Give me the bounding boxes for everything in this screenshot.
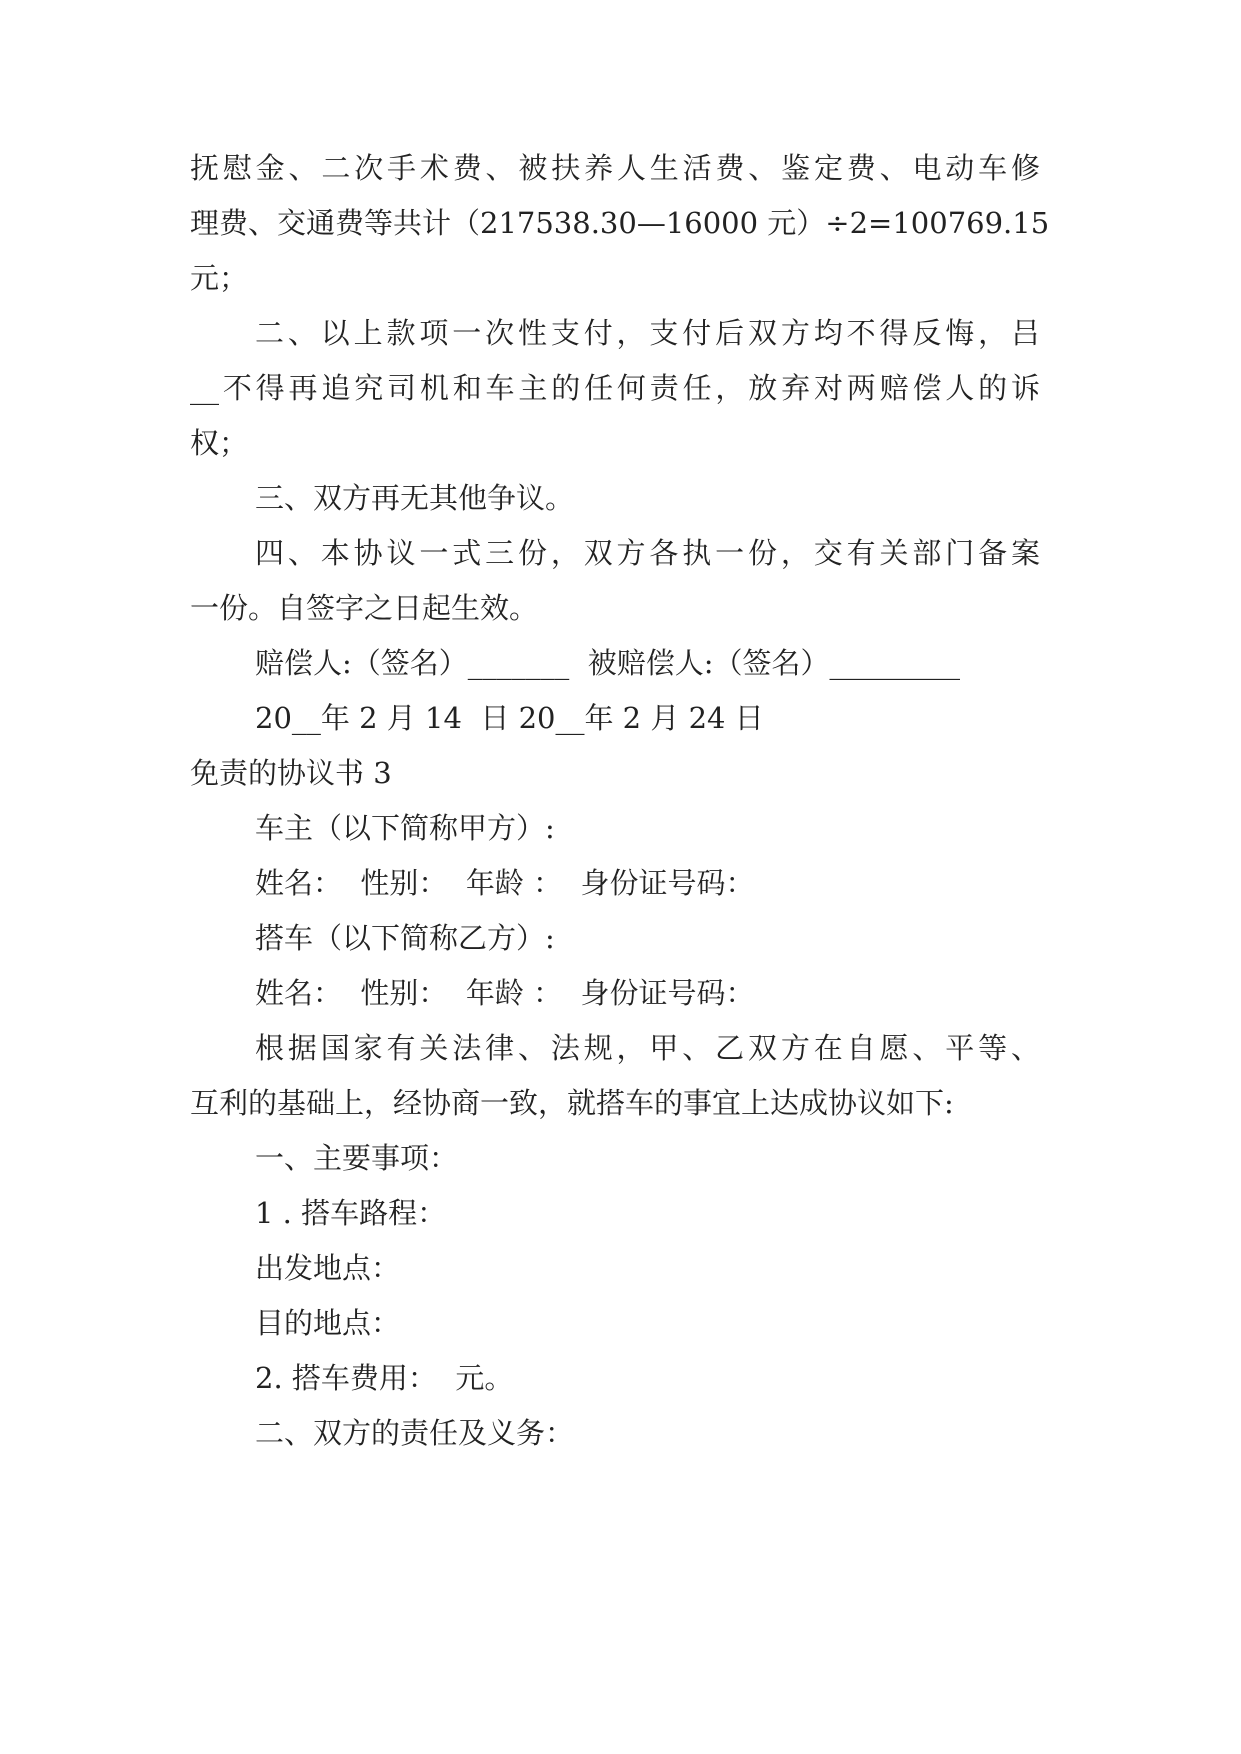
text-line: 出发地点： (255, 1251, 401, 1285)
text-line: 互利的基础上，经协商一致，就搭车的事宜上达成协议如下: (190, 1086, 954, 1120)
text-line: 权； (190, 426, 249, 460)
text-line: 目的地点： (255, 1306, 401, 1340)
text-line: 搭车（以下简称乙方）: (255, 921, 555, 955)
section-title: 免责的协议书 3 (190, 756, 392, 790)
text-line: 一、主要事项： (255, 1141, 459, 1175)
text-line: 元； (190, 261, 249, 295)
text-line: 二、双方的责任及义务： (255, 1416, 575, 1450)
text-line: 一份。自签字之日起生效。 (190, 591, 539, 625)
text-line: 1 . 搭车路程： (255, 1196, 447, 1230)
text-line: 二、以上款项一次性支付，支付后双方均不得反悔，吕 (255, 316, 1040, 350)
text-line: 根据国家有关法律、法规，甲、乙双方在自愿、平等、 (255, 1031, 1040, 1065)
text-line: 抚慰金、二次手术费、被扶养人生活费、鉴定费、电动车修 (190, 151, 1040, 185)
text-line: 理费、交通费等共计（217538.30—16000 元）÷2=100769.15 (190, 206, 1050, 240)
text-line: 姓名： 性别： 年龄 ： 身份证号码： (255, 866, 755, 900)
text-line: 2. 搭车费用： 元。 (255, 1361, 514, 1395)
text-line: __不得再追究司机和车主的任何责任，放弃对两赔偿人的诉 (190, 371, 1040, 405)
date-line: 20__年 2 月 14 日 20__年 2 月 24 日 (255, 701, 764, 735)
text-line: 车主（以下简称甲方）: (255, 811, 555, 845)
text-line: 四、本协议一式三份，双方各执一份，交有关部门备案 (255, 536, 1040, 570)
text-line: 三、双方再无其他争议。 (255, 481, 575, 515)
text-line: 姓名： 性别： 年龄 ： 身份证号码： (255, 976, 755, 1010)
signature-line: 赔偿人:（签名）_______ 被赔偿人:（签名）_________ (255, 646, 960, 680)
